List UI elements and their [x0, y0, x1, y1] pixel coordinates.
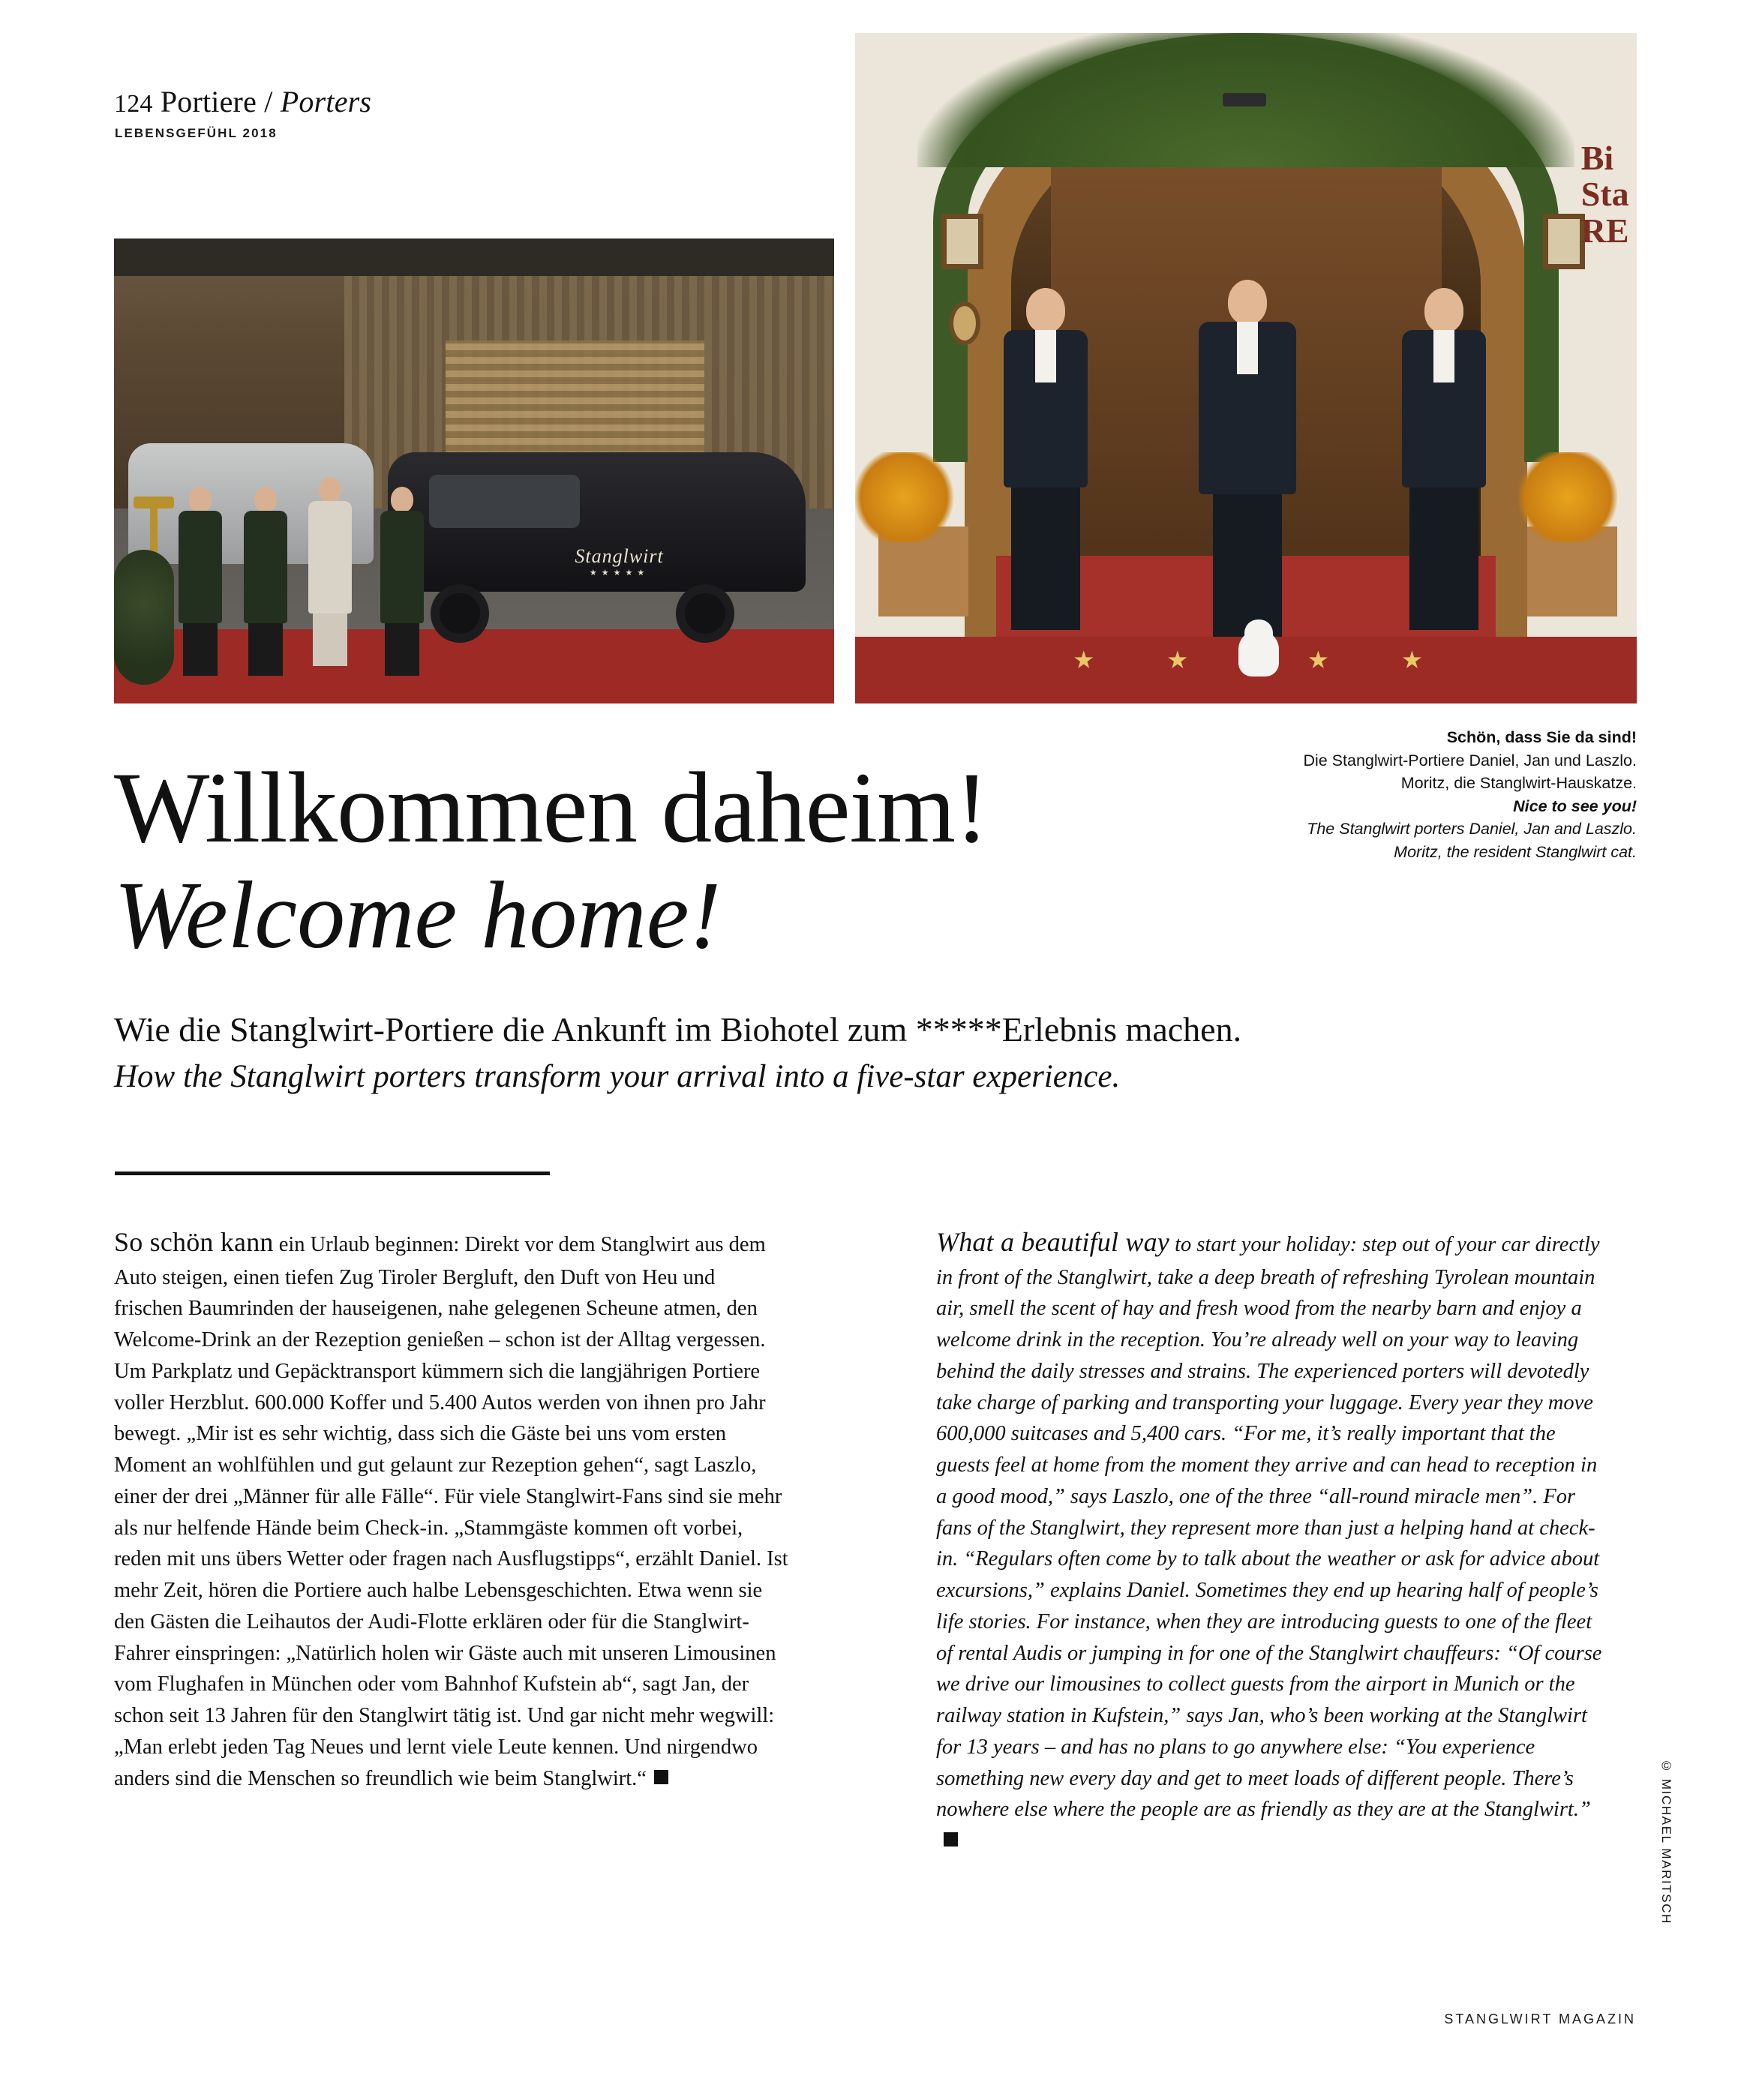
- car-badge-text: Stanglwirt: [575, 545, 664, 568]
- page-folio: [114, 84, 371, 119]
- body-column-english: [936, 1222, 1611, 1857]
- standfirst-de: Wie die Stanglwirt-Portiere die Ankunft im Biohotel zum *****Erlebnis machen.: [114, 1010, 1242, 1048]
- photo-porters-at-entrance: [855, 33, 1637, 704]
- photo-left-porter: [179, 487, 222, 676]
- headline-de: Willkommen daheim!: [114, 752, 989, 864]
- caption-title-en: Nice to see you!: [1513, 796, 1637, 815]
- body-text-en: to start your holiday: step out of your car directly in front of the Stanglwirt, take a deep breath of refreshing Tyrolean mountain air, smell the scent of hay and fresh wood from the nearby barn and enjoy a welcome drink in the reception. You’re already well on your way to leaving behind the daily stresses and strains. The experienced porters will devotedly take charge of parking and transporting your luggage. Every year they move 600,000 suitcases and 5,400 cars. “For me, it’s really important that the guests feel at home from the moment they arrive and can head to reception in a good mood,” says Laszlo, one of the three “all-round miracle men”. For fans of the Stanglwirt, they represent more than just a helping hand at check-in. “Regulars often come by to talk about the weather or ask for advice about excursions,” explains Daniel. Sometimes they end up hearing half of people’s life stories. For instance, when they are introducing guests to one of the fleet of rental Audis or jumping in for one of the Stanglwirt chauffeurs: “Of course we drive our limousines to collect guests from the airport in Munich or the railway station in Kufstein,” says Jan, who’s been working at the Stanglwirt for 13 years – and has no plans to go anywhere else: “You experience something new every day and get to meet loads of different people. There’s nowhere else where the people are as friendly as they are at the Stanglwirt.”: [936, 1233, 1602, 1822]
- article-standfirst: [114, 1009, 1577, 1097]
- body-paragraph-en: [936, 1222, 1611, 1857]
- body-text-de: ein Urlaub beginnen: Direkt vor dem Stanglwirt aus dem Auto steigen, einen tiefen Zug Tiroler Bergluft, den Duft von Heu und frischen Baumrinden der hauseigenen, nahe gelegenen Scheune atmen, den Welcome-Drink an der Rezeption genießen – schon ist der Alltag vergessen. Um Parkplatz und Gepäcktransport kümmern sich die langjährigen Portiere voller Herzblut. 600.000 Koffer und 5.400 Autos werden von ihnen pro Jahr bewegt. „Mir ist es sehr wichtig, dass sich die Gäste bei uns vom ersten Moment an wohlfühlen und gut gelaunt zur Rezeption gehen“, sagt Laszlo, einer der drei „Männer für alle Fälle“. Für viele Stanglwirt-Fans sind sie mehr als nur helfende Hände beim Check-in. „Stammgäste kommen oft vorbei, reden mit uns übers Wetter oder fragen nach Ausflugstipps“, erzählt Daniel. Ist mehr Zeit, hören die Portiere auch halbe Lebensgeschichten. Etwa wenn sie den Gästen die Leihautos der Audi-Flotte erklären oder für die Stanglwirt-Fahrer einspringen: „Natürlich holen wir Gäste auch mit unseren Limousinen vom Flughafen in München oder vom Bahnhof Kufstein ab“, sagt Jan, der schon seit 13 Jahren für den Stanglwirt tätig ist. Und gar nicht mehr wegwill: „Man erlebt jeden Tag Neues und lernt viele Leute kennen. Und nirgendwo anders sind die Menschen so freundlich wie beim Stanglwirt.“: [114, 1233, 788, 1790]
- photo-left-roof: [114, 238, 834, 276]
- end-mark: [944, 1832, 958, 1846]
- folio-page-number: 124: [114, 90, 153, 118]
- photo-right-flowers: [1511, 452, 1624, 542]
- folio-separator: /: [264, 85, 273, 118]
- photo-right-cat-moritz: [1238, 630, 1279, 676]
- standfirst-en: How the Stanglwirt porters transform your arrival into a five-star experience.: [114, 1059, 1121, 1095]
- photo-right-wall-sign: [1581, 140, 1629, 249]
- photo-right-porter-jan: [1199, 280, 1296, 637]
- end-mark: [654, 1770, 668, 1784]
- footer-magazine-name: STANGLWIRT MAGAZIN: [1444, 2012, 1636, 2026]
- headline-en: Welcome home!: [114, 862, 722, 968]
- photo-left-car-badge: [575, 545, 663, 578]
- photo-right-lamp: [1223, 93, 1266, 106]
- photo-right-oval-plaque: [949, 302, 980, 345]
- body-paragraph-de: [114, 1222, 789, 1794]
- folio-section-de: Portiere: [160, 85, 257, 118]
- photo-credit: © MICHAEL MARITSCH: [1659, 1759, 1673, 1924]
- photo-right-wall-picture: [1543, 214, 1585, 269]
- folio-section-en: Porters: [280, 85, 372, 118]
- caption-title-de: Schön, dass Sie da sind!: [1446, 728, 1637, 746]
- photo-right-porter-laszlo: [1402, 288, 1486, 630]
- photo-right-porter-daniel: [1004, 288, 1088, 630]
- photo-left-porter: [380, 487, 424, 676]
- photo-left-shrub: [114, 550, 174, 685]
- wall-sign-line-3: RE: [1580, 211, 1629, 250]
- photo-right-wall-picture: [941, 214, 983, 269]
- caption-text-de: Die Stanglwirt-Portiere Daniel, Jan und Laszlo. Moritz, die Stanglwirt-Hauskatze.: [1303, 751, 1637, 793]
- article-headline: [114, 752, 1389, 968]
- caption-text-en: The Stanglwirt porters Daniel, Jan and Laszlo. Moritz, the resident Stanglwirt cat.: [1307, 820, 1637, 861]
- photo-left-guest: [308, 477, 352, 666]
- wall-sign-line-1: Bi: [1580, 139, 1614, 178]
- photo-arrival-by-car: [114, 238, 834, 704]
- photo-left-guest: [244, 487, 287, 676]
- body-lead-in-en: What a beautiful way: [936, 1227, 1169, 1257]
- photo-right-flowers: [855, 452, 960, 542]
- body-lead-in-de: So schön kann: [114, 1227, 274, 1257]
- photo-left-wheel: [676, 584, 734, 643]
- body-column-german: [114, 1222, 789, 1794]
- section-rule: [115, 1172, 550, 1175]
- wall-sign-line-2: Sta: [1580, 175, 1629, 214]
- issue-kicker: LEBENSGEFÜHL 2018: [115, 126, 278, 140]
- car-badge-stars: ★★★★★: [589, 568, 650, 578]
